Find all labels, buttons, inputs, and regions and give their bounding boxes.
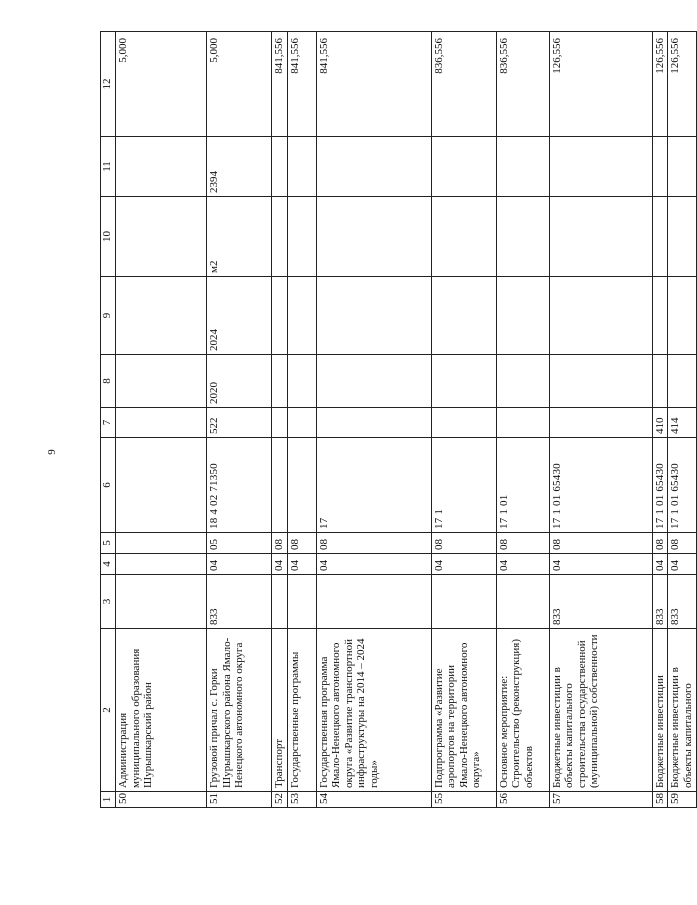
col-header: 11 [101,137,116,197]
row-number: 50 [116,792,207,808]
cell-amount: 126,556 [652,32,668,137]
cell-c7 [549,408,652,438]
cell-c5: 08 [316,533,431,554]
col-header: 3 [101,575,116,629]
cell-c4: 04 [272,554,288,575]
header-row [101,32,116,808]
row-number: 51 [207,792,272,808]
col-header: 2 [101,629,116,792]
cell-c5: 08 [272,533,288,554]
table-frame [100,32,694,808]
cell-c4: 04 [668,554,697,575]
cell-c9 [652,277,668,355]
cell-c5: 05 [207,533,272,554]
cell-c8 [652,355,668,408]
cell-amount: 126,556 [549,32,652,137]
cell-c11: 2394 [207,137,272,197]
cell-c4: 04 [316,554,431,575]
cell-c7 [272,408,288,438]
cell-c11 [116,137,207,197]
cell-c4: 04 [207,554,272,575]
cell-c5: 08 [549,533,652,554]
table-row [272,32,288,808]
cell-c6 [116,438,207,533]
cell-c9 [287,277,316,355]
col-header: 4 [101,554,116,575]
cell-c9 [431,277,496,355]
cell-c9 [316,277,431,355]
row-name: Бюджетные инвестиции в объекты капитального строительства государственной (муниципальной) собственности [549,629,652,792]
cell-c11 [496,137,549,197]
cell-c4: 04 [652,554,668,575]
cell-amount: 5,000 [207,32,272,137]
cell-amount: 841,556 [287,32,316,137]
cell-c7: 522 [207,408,272,438]
cell-c7 [287,408,316,438]
col-header: 7 [101,408,116,438]
cell-c10: м2 [207,197,272,277]
cell-c11 [549,137,652,197]
table-row [207,32,272,808]
cell-c8 [287,355,316,408]
cell-c6 [287,438,316,533]
cell-amount: 836,556 [496,32,549,137]
row-name: Государственные программы [287,629,316,792]
cell-c8 [668,355,697,408]
cell-c8 [316,355,431,408]
cell-c3: 833 [207,575,272,629]
cell-c11 [316,137,431,197]
cell-c10 [549,197,652,277]
cell-c3: 833 [549,575,652,629]
cell-c3 [116,575,207,629]
row-name: Основное мероприятие: Строительство (реконструкция) объектов [496,629,549,792]
row-name: Бюджетные инвестиции в объекты капитального [668,629,697,792]
row-number: 57 [549,792,652,808]
cell-c10 [496,197,549,277]
row-name: Подпрограмма «Развитие аэропортов на территории Ямало-Ненецкого автономного округа» [431,629,496,792]
cell-c3 [496,575,549,629]
cell-c3 [287,575,316,629]
cell-c9 [549,277,652,355]
cell-c3 [316,575,431,629]
col-header: 1 [101,792,116,808]
cell-c9 [496,277,549,355]
col-header: 5 [101,533,116,554]
cell-c7 [431,408,496,438]
cell-c9 [116,277,207,355]
cell-c3: 833 [668,575,697,629]
cell-c8 [431,355,496,408]
cell-c8: 2020 [207,355,272,408]
cell-amount: 126,556 [668,32,697,137]
table-sheet [100,32,694,808]
cell-c3 [272,575,288,629]
cell-c4 [116,554,207,575]
cell-c10 [316,197,431,277]
cell-amount: 841,556 [316,32,431,137]
table-row [549,32,652,808]
cell-c3: 833 [652,575,668,629]
cell-c8 [496,355,549,408]
cell-c7: 414 [668,408,697,438]
row-number: 55 [431,792,496,808]
table-row [287,32,316,808]
cell-c10 [116,197,207,277]
cell-c11 [287,137,316,197]
cell-c10 [272,197,288,277]
row-number: 58 [652,792,668,808]
cell-c9: 2024 [207,277,272,355]
cell-c8 [116,355,207,408]
cell-c5: 08 [431,533,496,554]
page-number: 9 [46,449,58,455]
cell-c10 [652,197,668,277]
cell-c6: 17 [316,438,431,533]
cell-c3 [431,575,496,629]
cell-c10 [668,197,697,277]
table-row [116,32,207,808]
budget-table [100,31,697,808]
row-number: 52 [272,792,288,808]
cell-c6: 17 1 01 65430 [652,438,668,533]
cell-amount: 841,556 [272,32,288,137]
cell-c7 [116,408,207,438]
row-name: Государственная программа Ямало-Ненецкого автономного округа «Развитие транспортной инфраструктуры на 2014 – 2024 годы» [316,629,431,792]
cell-c11 [652,137,668,197]
col-header: 9 [101,277,116,355]
cell-amount: 836,556 [431,32,496,137]
cell-c5: 08 [668,533,697,554]
row-name: Транспорт [272,629,288,792]
col-header: 6 [101,438,116,533]
cell-amount: 5,000 [116,32,207,137]
table-row [652,32,668,808]
table-row [431,32,496,808]
row-number: 53 [287,792,316,808]
cell-c7 [496,408,549,438]
row-name: Бюджетные инвестиции [652,629,668,792]
col-header: 10 [101,197,116,277]
cell-c9 [668,277,697,355]
row-number: 54 [316,792,431,808]
cell-c4: 04 [287,554,316,575]
cell-c4: 04 [549,554,652,575]
cell-c11 [431,137,496,197]
row-number: 59 [668,792,697,808]
row-name: Грузовой причал с. Горки Шурышкарского района Ямало-Ненецкого автономного округа [207,629,272,792]
cell-c5: 08 [496,533,549,554]
table-row [496,32,549,808]
cell-c5: 08 [652,533,668,554]
cell-c7 [316,408,431,438]
cell-c9 [272,277,288,355]
cell-c6: 17 1 01 65430 [549,438,652,533]
cell-c6 [272,438,288,533]
cell-c8 [549,355,652,408]
col-header: 8 [101,355,116,408]
cell-c6: 17 1 [431,438,496,533]
cell-c6: 17 1 01 [496,438,549,533]
cell-c10 [287,197,316,277]
row-name: Администрация муниципального образования Шурышкарский район [116,629,207,792]
cell-c4: 04 [431,554,496,575]
cell-c4: 04 [496,554,549,575]
table-row [316,32,431,808]
cell-c5: 08 [287,533,316,554]
cell-c11 [272,137,288,197]
cell-c8 [272,355,288,408]
cell-c6: 18 4 02 71350 [207,438,272,533]
cell-c5 [116,533,207,554]
cell-c10 [431,197,496,277]
cell-c11 [668,137,697,197]
cell-c7: 410 [652,408,668,438]
col-header: 12 [101,32,116,137]
table-row [668,32,697,808]
cell-c6: 17 1 01 65430 [668,438,697,533]
row-number: 56 [496,792,549,808]
